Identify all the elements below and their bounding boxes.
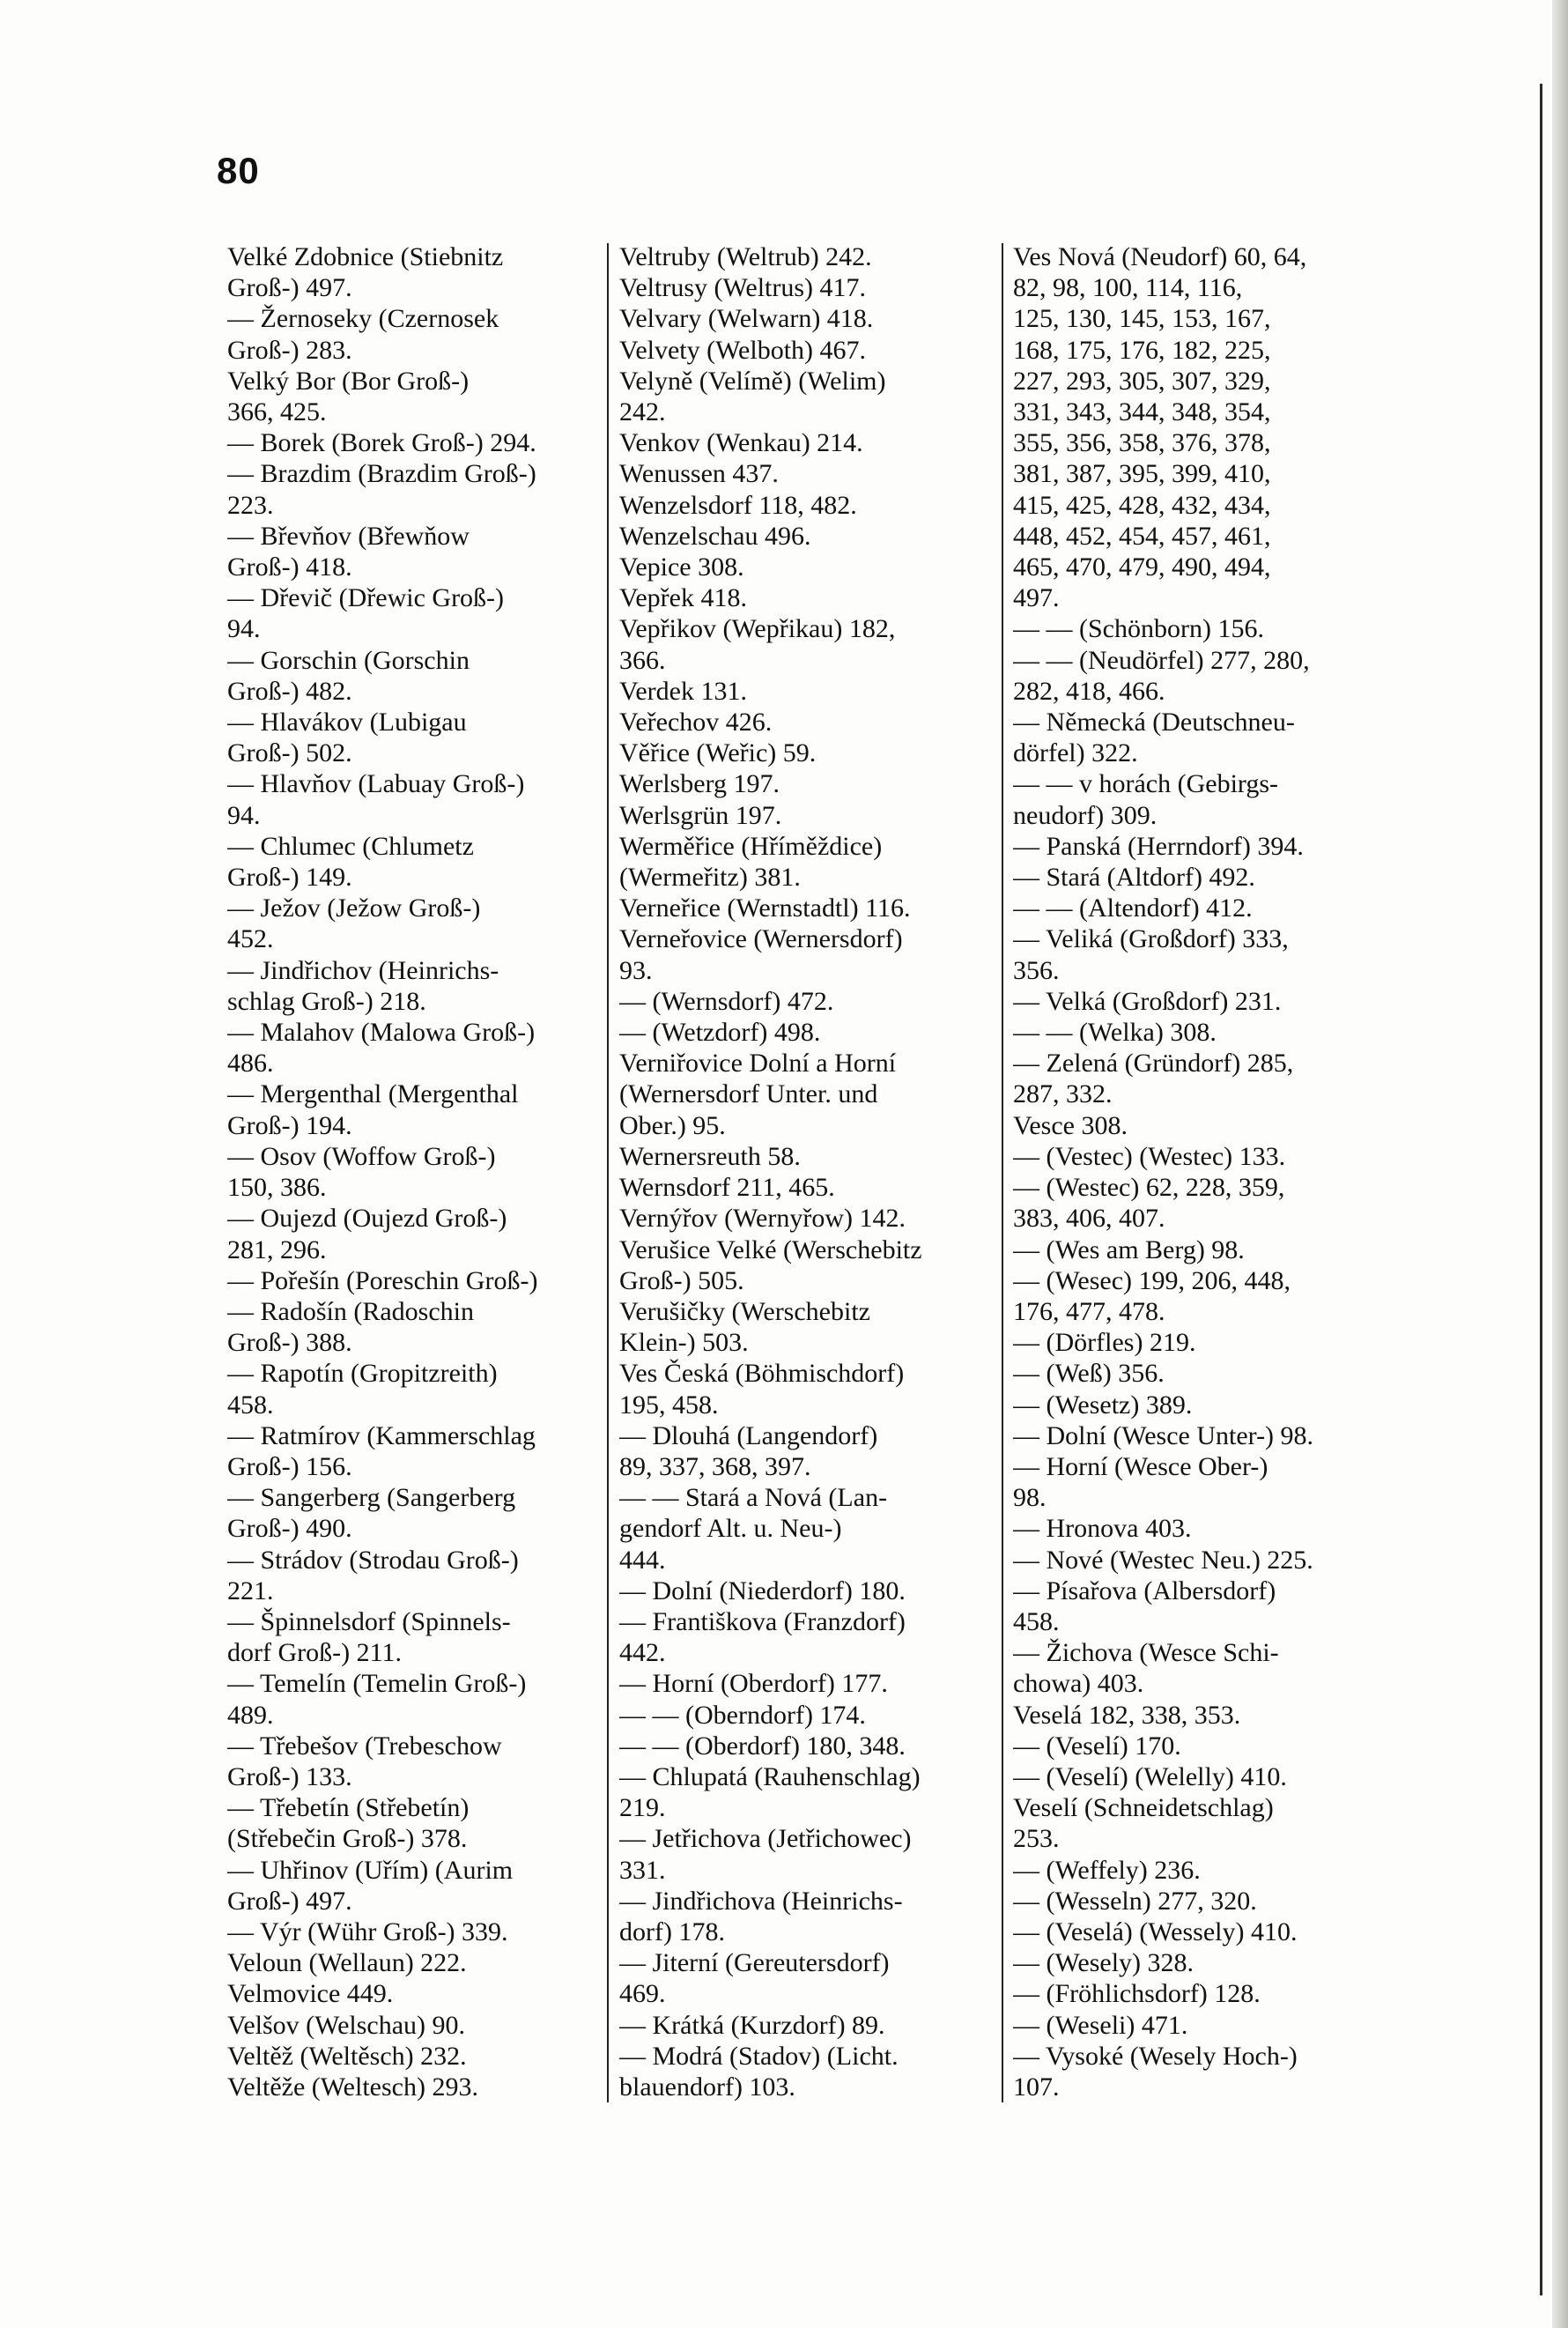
index-line: Groß-) 482. [227, 676, 352, 706]
index-line: Vepřikov (Wepřikau) 182, [619, 614, 896, 644]
index-line: Wernersreuth 58. [619, 1141, 801, 1171]
page-right-rule [1540, 84, 1542, 2295]
index-line: — (Wes am Berg) 98. [1013, 1234, 1245, 1264]
index-line: Velvety (Welboth) 467. [619, 335, 867, 365]
index-line: — Břevňov (Břewňow [227, 521, 470, 551]
index-line: Groß-) 388. [227, 1328, 352, 1358]
index-line: Werměřice (Hříměždice) [619, 831, 883, 861]
index-line: Klein-) 503. [619, 1328, 749, 1358]
index-line: — Třebešov (Trebeschow [227, 1731, 502, 1761]
index-line: 469. [619, 1979, 666, 2009]
index-line: — (Fröhlichsdorf) 128. [1013, 1979, 1261, 2009]
index-line: Wenussen 437. [619, 459, 779, 489]
index-line: Velyně (Velímě) (Welim) [619, 366, 886, 396]
index-line: 125, 130, 145, 153, 167, [1013, 304, 1271, 334]
index-line: — Výr (Wühr Groß-) 339. [227, 1917, 508, 1946]
index-line: — Jindřichova (Heinrichs- [619, 1886, 903, 1916]
index-line: 253. [1013, 1824, 1060, 1854]
index-line: 444. [619, 1545, 666, 1575]
index-line: — Uhřinov (Uřím) (Aurim [227, 1855, 514, 1885]
index-line: 93. [619, 955, 653, 985]
index-line: — Sangerberg (Sangerberg [227, 1483, 516, 1513]
index-line: 94. [227, 614, 261, 644]
index-line: — (Wesseln) 277, 320. [1013, 1886, 1257, 1916]
index-line: (Wernersdorf Unter. und [619, 1079, 878, 1109]
index-line: 497. [1013, 583, 1060, 613]
index-line: — (Wesec) 199, 206, 448, [1013, 1265, 1291, 1295]
column-divider [607, 243, 609, 2102]
index-line: — Panská (Herrndorf) 394. [1013, 831, 1304, 861]
index-line: — Žernoseky (Czernosek [227, 304, 499, 334]
index-line: — Špinnelsdorf (Spinnels- [227, 1606, 511, 1636]
index-line: Groß-) 133. [227, 1761, 352, 1791]
index-line: — Hlavákov (Lubigau [227, 708, 467, 738]
index-line: — Jindřichov (Heinrichs- [227, 955, 499, 985]
index-line: — Osov (Woffow Groß-) [227, 1141, 496, 1171]
index-line: 486. [227, 1049, 274, 1079]
index-line: — (Vestec) (Westec) 133. [1013, 1141, 1286, 1171]
index-line: 227, 293, 305, 307, 329, [1013, 366, 1271, 396]
index-line: 219. [619, 1793, 666, 1823]
index-line: — (Wesely) 328. [1013, 1948, 1194, 1978]
index-line: Velké Zdobnice (Stiebnitz [227, 242, 504, 271]
index-line: Veltěž (Weltěsch) 232. [227, 2041, 467, 2071]
index-line: — (Weseli) 471. [1013, 2010, 1188, 2040]
index-line: 94. [227, 800, 261, 830]
index-line: 107. [1013, 2072, 1060, 2102]
index-line: 356. [1013, 955, 1060, 985]
index-line: — Písařova (Albersdorf) [1013, 1575, 1276, 1605]
index-line: Verneřice (Wernstadtl) 116. [619, 893, 911, 923]
column-divider [1002, 243, 1003, 2102]
index-line: 366, 425. [227, 397, 327, 427]
index-line: — (Wernsdorf) 472. [619, 986, 834, 1016]
index-line: Groß-) 502. [227, 738, 352, 768]
index-line: — Mergenthal (Mergenthal [227, 1079, 519, 1109]
index-line: — — (Altendorf) 412. [1013, 893, 1253, 923]
index-line: Wenzelsdorf 118, 482. [619, 490, 857, 520]
index-line: 489. [227, 1700, 274, 1730]
index-line: — Jetřichova (Jetřichowec) [619, 1824, 912, 1854]
index-line: schlag Groß-) 218. [227, 986, 426, 1016]
index-line: Věřice (Weřic) 59. [619, 738, 817, 768]
index-line: Ober.) 95. [619, 1110, 726, 1140]
index-line: 458. [227, 1390, 274, 1420]
index-line: Groß-) 505. [619, 1265, 744, 1295]
index-line: — Hronova 403. [1013, 1514, 1192, 1544]
index-line: Veselí (Schneidetschlag) [1013, 1793, 1274, 1823]
index-line: — — Stará a Nová (Lan- [619, 1483, 888, 1513]
index-line: — — (Oberndorf) 174. [619, 1700, 866, 1730]
index-line: 452. [227, 924, 274, 954]
index-line: — Stará (Altdorf) 492. [1013, 863, 1255, 893]
index-line: — Radošín (Radoschin [227, 1296, 474, 1326]
index-line: Veloun (Wellaun) 222. [227, 1948, 467, 1978]
index-line: Velšov (Welschau) 90. [227, 2010, 466, 2040]
index-line: 89, 337, 368, 397. [619, 1451, 811, 1481]
index-line: — Chlupatá (Rauhenschlag) [619, 1761, 921, 1791]
index-line: — (Weffely) 236. [1013, 1855, 1201, 1885]
index-line: — Jiterní (Gereutersdorf) [619, 1948, 890, 1978]
index-line: 465, 470, 479, 490, 494, [1013, 552, 1271, 582]
index-line: Ves Česká (Böhmischdorf) [619, 1359, 905, 1389]
index-line: — Veliká (Großdorf) 333, [1013, 924, 1289, 954]
index-line: 458. [1013, 1606, 1060, 1636]
index-column-3 [1013, 241, 1387, 2127]
index-line: blauendorf) 103. [619, 2072, 795, 2102]
page-number: 80 [217, 150, 260, 191]
index-line: — Německá (Deutschneu- [1013, 708, 1295, 738]
index-line: 150, 386. [227, 1173, 327, 1203]
index-line: Groß-) 194. [227, 1110, 352, 1140]
index-line: — Nové (Westec Neu.) 225. [1013, 1545, 1313, 1575]
index-line: Groß-) 418. [227, 552, 352, 582]
index-line: — Dlouhá (Langendorf) [619, 1420, 878, 1450]
index-line: — (Veselí) (Welelly) 410. [1013, 1761, 1287, 1791]
index-line: — Ratmírov (Kammerschlag [227, 1420, 536, 1450]
index-line: — Pořešín (Poreschin Groß-) [227, 1265, 538, 1295]
index-line: 366. [619, 645, 666, 675]
index-line: — Krátká (Kurzdorf) 89. [619, 2010, 885, 2040]
index-line: — (Westec) 62, 228, 359, [1013, 1173, 1285, 1203]
index-line: — Ježov (Ježow Groß-) [227, 893, 481, 923]
index-line: Vernýřov (Wernyřow) 142. [619, 1204, 906, 1234]
index-line: — Dolní (Wesce Unter-) 98. [1013, 1420, 1314, 1450]
index-line: Veltrusy (Weltrus) 417. [619, 273, 867, 303]
index-line: 98. [1013, 1483, 1047, 1513]
index-line: Veselá 182, 338, 353. [1013, 1700, 1241, 1730]
index-line: Vesce 308. [1013, 1110, 1128, 1140]
index-line: Groß-) 497. [227, 273, 352, 303]
index-line: — Gorschin (Gorschin [227, 645, 470, 675]
index-line: — Zelená (Gründorf) 285, [1013, 1049, 1294, 1079]
index-line: 221. [227, 1575, 274, 1605]
index-line: — Rapotín (Gropitzreith) [227, 1359, 498, 1389]
index-line: 415, 425, 428, 432, 434, [1013, 490, 1271, 520]
index-line: Wernsdorf 211, 465. [619, 1173, 835, 1203]
index-line: — Vysoké (Wesely Hoch-) [1013, 2041, 1298, 2071]
index-line: Ves Nová (Neudorf) 60, 64, [1013, 242, 1307, 271]
index-line: — (Wesetz) 389. [1013, 1390, 1193, 1420]
index-line: dörfel) 322. [1013, 738, 1138, 768]
index-line: — (Wetzdorf) 498. [619, 1018, 821, 1048]
index-line: 281, 296. [227, 1234, 327, 1264]
index-line: 331. [619, 1855, 666, 1885]
index-line: Verušice Velké (Werschebitz [619, 1234, 922, 1264]
index-line: Veřechov 426. [619, 708, 773, 738]
index-line: — Třebetín (Střebetín) [227, 1793, 470, 1823]
index-line: — (Veselá) (Wessely) 410. [1013, 1917, 1298, 1946]
index-line: Groß-) 149. [227, 863, 352, 893]
index-line: — Borek (Borek Groß-) 294. [227, 428, 536, 458]
index-line: Groß-) 490. [227, 1514, 352, 1544]
index-line: 168, 175, 176, 182, 225, [1013, 335, 1271, 365]
index-line: — — (Neudörfel) 277, 280, [1013, 645, 1310, 675]
index-line: 448, 452, 454, 457, 461, [1013, 521, 1271, 551]
index-line: — Horní (Wesce Ober-) [1013, 1451, 1268, 1481]
index-line: 442. [619, 1638, 666, 1668]
index-line: 383, 406, 407. [1013, 1204, 1165, 1234]
index-line: — Temelín (Temelin Groß-) [227, 1669, 527, 1699]
index-line: neudorf) 309. [1013, 800, 1158, 830]
index-line: Velmovice 449. [227, 1979, 394, 2009]
index-line: 331, 343, 344, 348, 354, [1013, 397, 1271, 427]
index-line: — Modrá (Stadov) (Licht. [619, 2041, 899, 2071]
index-line: Verneřovice (Wernersdorf) [619, 924, 903, 954]
index-line: — Brazdim (Brazdim Groß-) [227, 459, 536, 489]
index-line: 223. [227, 490, 274, 520]
index-line: Venkov (Wenkau) 214. [619, 428, 863, 458]
index-line: 282, 418, 466. [1013, 676, 1165, 706]
index-line: — Oujezd (Oujezd Groß-) [227, 1204, 507, 1234]
index-line: 242. [619, 397, 666, 427]
index-line: — — v horách (Gebirgs- [1013, 769, 1279, 799]
index-line: Werlsberg 197. [619, 769, 780, 799]
index-line: — Dřevič (Dřewic Groß-) [227, 583, 505, 613]
index-line: chowa) 403. [1013, 1669, 1144, 1699]
index-line: 355, 356, 358, 376, 378, [1013, 428, 1271, 458]
index-line: Verdek 131. [619, 676, 747, 706]
page-edge [1552, 0, 1568, 2328]
index-line: 287, 332. [1013, 1079, 1113, 1109]
index-line: 195, 458. [619, 1390, 719, 1420]
index-line: — (Veselí) 170. [1013, 1731, 1181, 1761]
index-line: — (Dörfles) 219. [1013, 1328, 1196, 1358]
index-line: — — (Welka) 308. [1013, 1018, 1217, 1048]
index-line: — Strádov (Strodau Groß-) [227, 1545, 519, 1575]
index-line: Veltěže (Weltesch) 293. [227, 2072, 478, 2102]
index-line: — Malahov (Malowa Groß-) [227, 1018, 536, 1048]
index-line: 176, 477, 478. [1013, 1296, 1165, 1326]
index-line: gendorf Alt. u. Neu-) [619, 1514, 842, 1544]
index-line: Werlsgrün 197. [619, 800, 782, 830]
index-line: 381, 387, 395, 399, 410, [1013, 459, 1271, 489]
index-line: — Žichova (Wesce Schi- [1013, 1638, 1279, 1668]
index-line: — Dolní (Niederdorf) 180. [619, 1575, 906, 1605]
index-line: (Wermeřitz) 381. [619, 863, 801, 893]
index-line: — Hlavňov (Labuay Groß-) [227, 769, 525, 799]
index-line: — Františkova (Franzdorf) [619, 1606, 906, 1636]
index-line: Wenzelschau 496. [619, 521, 811, 551]
index-line: 82, 98, 100, 114, 116, [1013, 273, 1243, 303]
index-line: Vepice 308. [619, 552, 744, 582]
index-line: — — (Oberdorf) 180, 348. [619, 1731, 906, 1761]
index-line: Groß-) 497. [227, 1886, 352, 1916]
index-line: Groß-) 283. [227, 335, 352, 365]
index-line: — Chlumec (Chlumetz [227, 831, 474, 861]
index-line: Velký Bor (Bor Groß-) [227, 366, 470, 396]
index-line: Verniřovice Dolní a Horní [619, 1049, 897, 1079]
index-line: — Horní (Oberdorf) 177. [619, 1669, 888, 1699]
index-line: — — (Schönborn) 156. [1013, 614, 1264, 644]
index-line: Veltruby (Weltrub) 242. [619, 242, 872, 271]
index-line: Groß-) 156. [227, 1451, 352, 1481]
index-column-1 [227, 241, 595, 2127]
index-line: Velvary (Welwarn) 418. [619, 304, 874, 334]
index-line: dorf) 178. [619, 1917, 725, 1946]
index-line: (Střebečin Groß-) 378. [227, 1824, 468, 1854]
index-line: Vepřek 418. [619, 583, 747, 613]
index-line: — (Weß) 356. [1013, 1359, 1165, 1389]
index-line: dorf Groß-) 211. [227, 1638, 403, 1668]
index-line: Verušičky (Werschebitz [619, 1296, 870, 1326]
index-line: — Velká (Großdorf) 231. [1013, 986, 1282, 1016]
index-column-2 [619, 241, 994, 2127]
